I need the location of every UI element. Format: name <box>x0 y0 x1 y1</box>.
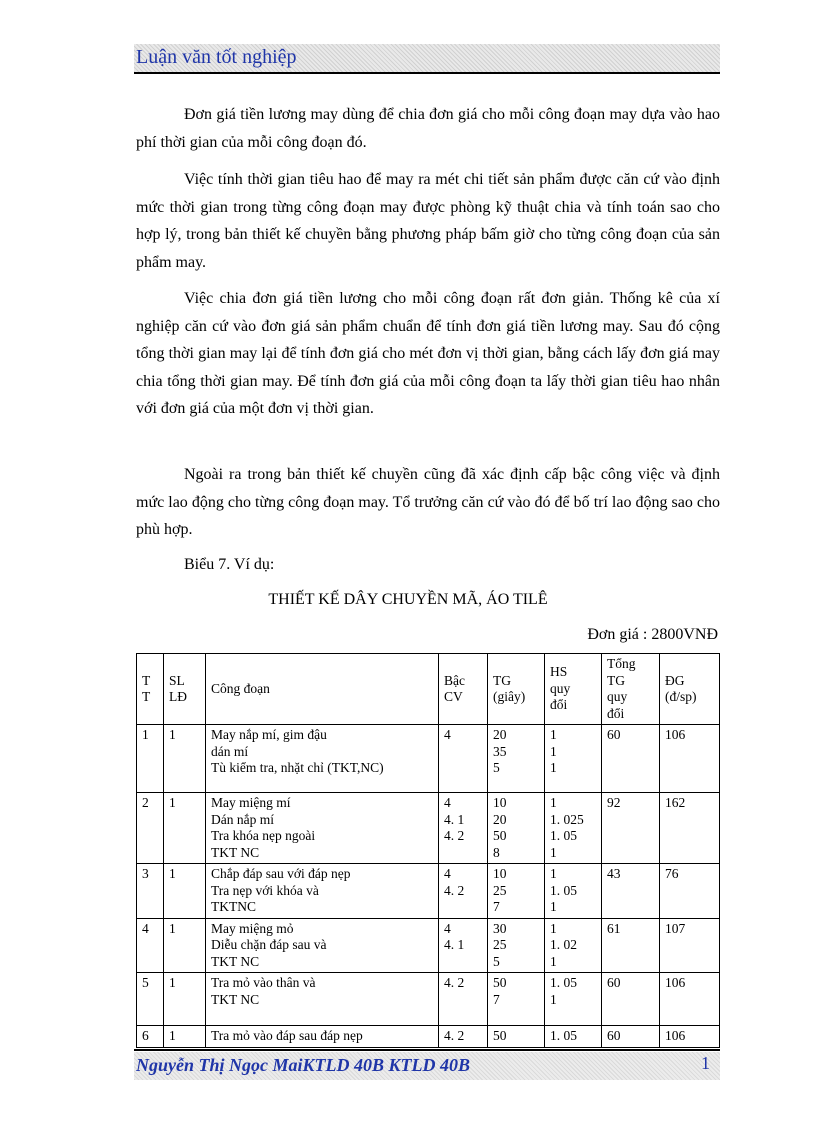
cell-line: 50 <box>493 1028 507 1043</box>
cell-line: Tra khóa nẹp ngoài <box>211 828 316 843</box>
cell-line: 1. 05 <box>550 882 577 898</box>
cell-dg <box>660 918 720 973</box>
cell-line: May miệng mí <box>211 795 291 810</box>
cell-tong <box>602 864 660 919</box>
cell-line: 4. 1 <box>444 937 465 952</box>
paragraph-2: Việc tính thời gian tiêu hao để may ra mét chi tiết sản phẩm được căn cứ vào định mức thời gian trong từng công đoạn may được phòng kỹ thuật chia và tính toán sao cho hợp lý, trong bản thiết kế chuyền bằng phương pháp bấm giờ cho từng công đoạn của sản phẩm may. <box>136 171 720 271</box>
cell-line: 4 <box>444 920 451 936</box>
cell-tg <box>488 973 545 1026</box>
cell-line: Dán nắp mí <box>211 811 274 827</box>
cell-line: 76 <box>665 866 679 881</box>
cell-line: 1. 05 <box>550 975 577 990</box>
cell-sl <box>164 918 206 973</box>
header-line: TG <box>607 672 625 688</box>
paragraph-4: Ngoài ra trong bản thiết kế chuyền cũng đã xác định cấp bậc công việc và định mức lao động cho từng công đoạn may. Tổ trưởng căn cứ vào đó để bố trí lao động sao cho phù hợp. <box>136 466 720 538</box>
cell-line: 4. 2 <box>444 882 465 898</box>
cell-line: TKT NC <box>211 991 260 1007</box>
cell-line: 60 <box>607 975 621 990</box>
header-line: HS <box>550 664 568 680</box>
cell-line: 3 <box>142 866 149 881</box>
cell-line: 162 <box>665 795 686 810</box>
header-line: SL <box>169 672 185 688</box>
cell-line: 1 <box>550 899 557 914</box>
production-line-table <box>136 653 720 1048</box>
cell-line: 5 <box>142 975 149 990</box>
header-line: ĐG <box>665 672 685 688</box>
cell-dg <box>660 973 720 1026</box>
table-row <box>137 973 720 1026</box>
cell-tg <box>488 793 545 864</box>
cell-bac <box>439 918 488 973</box>
header-line: Tổng <box>607 656 636 671</box>
cell-line: 1. 025 <box>550 811 584 827</box>
cell-cong-doan <box>206 793 439 864</box>
cell-line: 1 <box>169 727 176 742</box>
cell-line: 4 <box>444 866 451 881</box>
cell-hs <box>545 918 602 973</box>
cell-dg <box>660 1026 720 1048</box>
cell-tong <box>602 725 660 793</box>
cell-dg <box>660 864 720 919</box>
cell-bac <box>439 1026 488 1048</box>
cell-line: 1 <box>169 866 176 881</box>
cell-line: 7 <box>493 899 500 914</box>
cell-tt <box>137 918 164 973</box>
table-title: THIẾT KẾ DÂY CHUYỀN MÃ, ÁO TILÊ <box>268 591 548 608</box>
cell-cong-doan <box>206 1026 439 1048</box>
cell-line: 10 <box>493 795 507 810</box>
header-line: CV <box>444 689 463 704</box>
cell-hs <box>545 1026 602 1048</box>
cell-line: Chắp đáp sau với đáp nẹp <box>211 866 351 881</box>
cell-line: 25 <box>493 882 507 898</box>
cell-cong-doan <box>206 725 439 793</box>
cell-line: 1 <box>169 975 176 990</box>
header-line: T <box>142 689 151 704</box>
cell-sl <box>164 973 206 1026</box>
cell-line: 50 <box>493 975 507 990</box>
cell-line: 1 <box>550 760 557 775</box>
cell-line: 1 <box>550 795 557 810</box>
cell-line: 35 <box>493 743 507 759</box>
cell-hs <box>545 973 602 1026</box>
cell-line: 60 <box>607 727 621 742</box>
header-cong-doan <box>206 654 439 725</box>
cell-bac <box>439 973 488 1026</box>
header-line: đổi <box>607 705 625 721</box>
cell-line: Tù kiểm tra, nhặt chỉ (TKT,NC) <box>211 760 384 775</box>
cell-hs <box>545 864 602 919</box>
cell-line: Diễu chặn đáp sau và <box>211 937 327 952</box>
header-line: quy <box>550 680 571 696</box>
cell-line: 1 <box>550 727 557 742</box>
cell-line: 43 <box>607 866 621 881</box>
header-line: Bậc <box>444 672 465 688</box>
header-sl <box>164 654 206 725</box>
cell-line: 4 <box>444 795 451 810</box>
cell-line: 10 <box>493 866 507 881</box>
cell-line: 106 <box>665 975 686 990</box>
header-tg <box>488 654 545 725</box>
header-dg <box>660 654 720 725</box>
cell-hs <box>545 725 602 793</box>
cell-cong-doan <box>206 864 439 919</box>
cell-sl <box>164 725 206 793</box>
cell-line: 1 <box>550 844 557 860</box>
cell-line: 1 <box>169 920 176 936</box>
cell-sl <box>164 1026 206 1048</box>
cell-line: Tra nẹp với khóa và <box>211 882 319 898</box>
cell-tt <box>137 793 164 864</box>
cell-line: TKTNC <box>211 899 256 914</box>
cell-line: 5 <box>493 953 500 969</box>
cell-line: 5 <box>493 760 500 775</box>
cell-line: 1 <box>169 795 176 810</box>
header-title: Luận văn tốt nghiệp <box>136 46 297 68</box>
header-line: T <box>142 672 151 688</box>
table-row <box>137 725 720 793</box>
cell-line: 25 <box>493 937 507 952</box>
table-row <box>137 864 720 919</box>
header-line: LĐ <box>169 689 187 704</box>
cell-line: 2 <box>142 795 149 810</box>
cell-tg <box>488 1026 545 1048</box>
cell-tong <box>602 1026 660 1048</box>
cell-sl <box>164 793 206 864</box>
cell-tg <box>488 725 545 793</box>
cell-tong <box>602 973 660 1026</box>
header-line: đổi <box>550 697 568 713</box>
cell-line: 1. 02 <box>550 937 577 952</box>
cell-dg <box>660 793 720 864</box>
footer-divider <box>134 1049 720 1051</box>
table-caption: Biểu 7. Ví dụ: <box>184 556 275 573</box>
cell-tt <box>137 725 164 793</box>
cell-line: 1 <box>550 953 557 969</box>
cell-line: 107 <box>665 920 686 936</box>
cell-tong <box>602 793 660 864</box>
header-line: quy <box>607 689 628 704</box>
header-tt <box>137 654 164 725</box>
cell-line: Tra mỏ vào đáp sau đáp nẹp <box>211 1028 363 1043</box>
paragraph-3: Việc chia đơn giá tiền lương cho mỗi công đoạn rất đơn giản. Thống kê của xí nghiệp căn cứ vào đơn giá sản phẩm chuẩn để tính đơn giá tiền lương may. Sau đó cộng tổng thời gian may lại để tính đơn giá cho mét đơn vị thời gian, bằng cách lấy đơn giá may chia tổng thời gian may. Để tính đơn giá của mỗi công đoạn ta lấy thời gian tiêu hao nhân với đơn giá của một đơn vị thời gian. <box>136 290 720 417</box>
cell-line: 7 <box>493 991 500 1007</box>
cell-tong <box>602 918 660 973</box>
cell-line: 4. 2 <box>444 1028 465 1043</box>
cell-bac <box>439 793 488 864</box>
cell-line: 1 <box>550 920 557 936</box>
header-hs <box>545 654 602 725</box>
cell-line: 20 <box>493 727 507 742</box>
header-line: Công đoạn <box>211 680 270 696</box>
cell-line: 1 <box>169 1028 176 1043</box>
cell-line: 1 <box>550 743 557 759</box>
cell-line: 4 <box>142 920 149 936</box>
table-row <box>137 918 720 973</box>
page-header <box>134 44 720 74</box>
cell-tt <box>137 1026 164 1048</box>
cell-line: dán mí <box>211 743 249 759</box>
cell-line: 30 <box>493 920 507 936</box>
unit-price: Đơn giá : 2800VNĐ <box>587 626 718 643</box>
cell-line: 4. 2 <box>444 975 465 990</box>
cell-line: 4. 2 <box>444 828 465 843</box>
cell-line: May nắp mí, gim đậu <box>211 727 327 742</box>
cell-line: TKT NC <box>211 844 260 860</box>
cell-line: 1. 05 <box>550 828 577 843</box>
cell-bac <box>439 864 488 919</box>
cell-line: 6 <box>142 1028 149 1043</box>
cell-cong-doan <box>206 973 439 1026</box>
cell-tt <box>137 864 164 919</box>
table-row <box>137 793 720 864</box>
cell-line: 61 <box>607 920 621 936</box>
page-footer <box>134 1052 720 1080</box>
cell-sl <box>164 864 206 919</box>
cell-tg <box>488 918 545 973</box>
header-bac-cv <box>439 654 488 725</box>
cell-line: 106 <box>665 727 686 742</box>
paragraph-1: Đơn giá tiền lương may dùng để chia đơn giá cho mỗi công đoạn may dựa vào hao phí thời gian của mỗi công đoạn đó. <box>136 106 720 151</box>
cell-line: 4 <box>444 727 451 742</box>
cell-line: 92 <box>607 795 621 810</box>
cell-line: 8 <box>493 844 500 860</box>
cell-line: 50 <box>493 828 507 843</box>
cell-line: 106 <box>665 1028 686 1043</box>
header-line: TG <box>493 672 511 688</box>
header-tong-tg <box>602 654 660 725</box>
cell-line: 4. 1 <box>444 811 465 827</box>
cell-line: May miệng mỏ <box>211 920 294 936</box>
cell-line: 20 <box>493 811 507 827</box>
page-number: 1 <box>701 1053 710 1073</box>
cell-line: 1 <box>550 866 557 881</box>
cell-line: Tra mỏ vào thân và <box>211 975 316 990</box>
cell-bac <box>439 725 488 793</box>
footer-author: Nguyễn Thị Ngọc MaiKTLD 40B KTLD 40B <box>136 1055 471 1075</box>
table-row <box>137 1026 720 1048</box>
cell-hs <box>545 793 602 864</box>
cell-dg <box>660 725 720 793</box>
cell-line: 1. 05 <box>550 1028 577 1043</box>
header-line: (đ/sp) <box>665 689 697 704</box>
cell-cong-doan <box>206 918 439 973</box>
table-header-row <box>137 654 720 725</box>
cell-line: 60 <box>607 1028 621 1043</box>
cell-tt <box>137 973 164 1026</box>
header-line: (giây) <box>493 689 526 704</box>
cell-tg <box>488 864 545 919</box>
cell-line: 1 <box>550 991 557 1007</box>
cell-line: TKT NC <box>211 953 260 969</box>
cell-line: 1 <box>142 727 149 742</box>
